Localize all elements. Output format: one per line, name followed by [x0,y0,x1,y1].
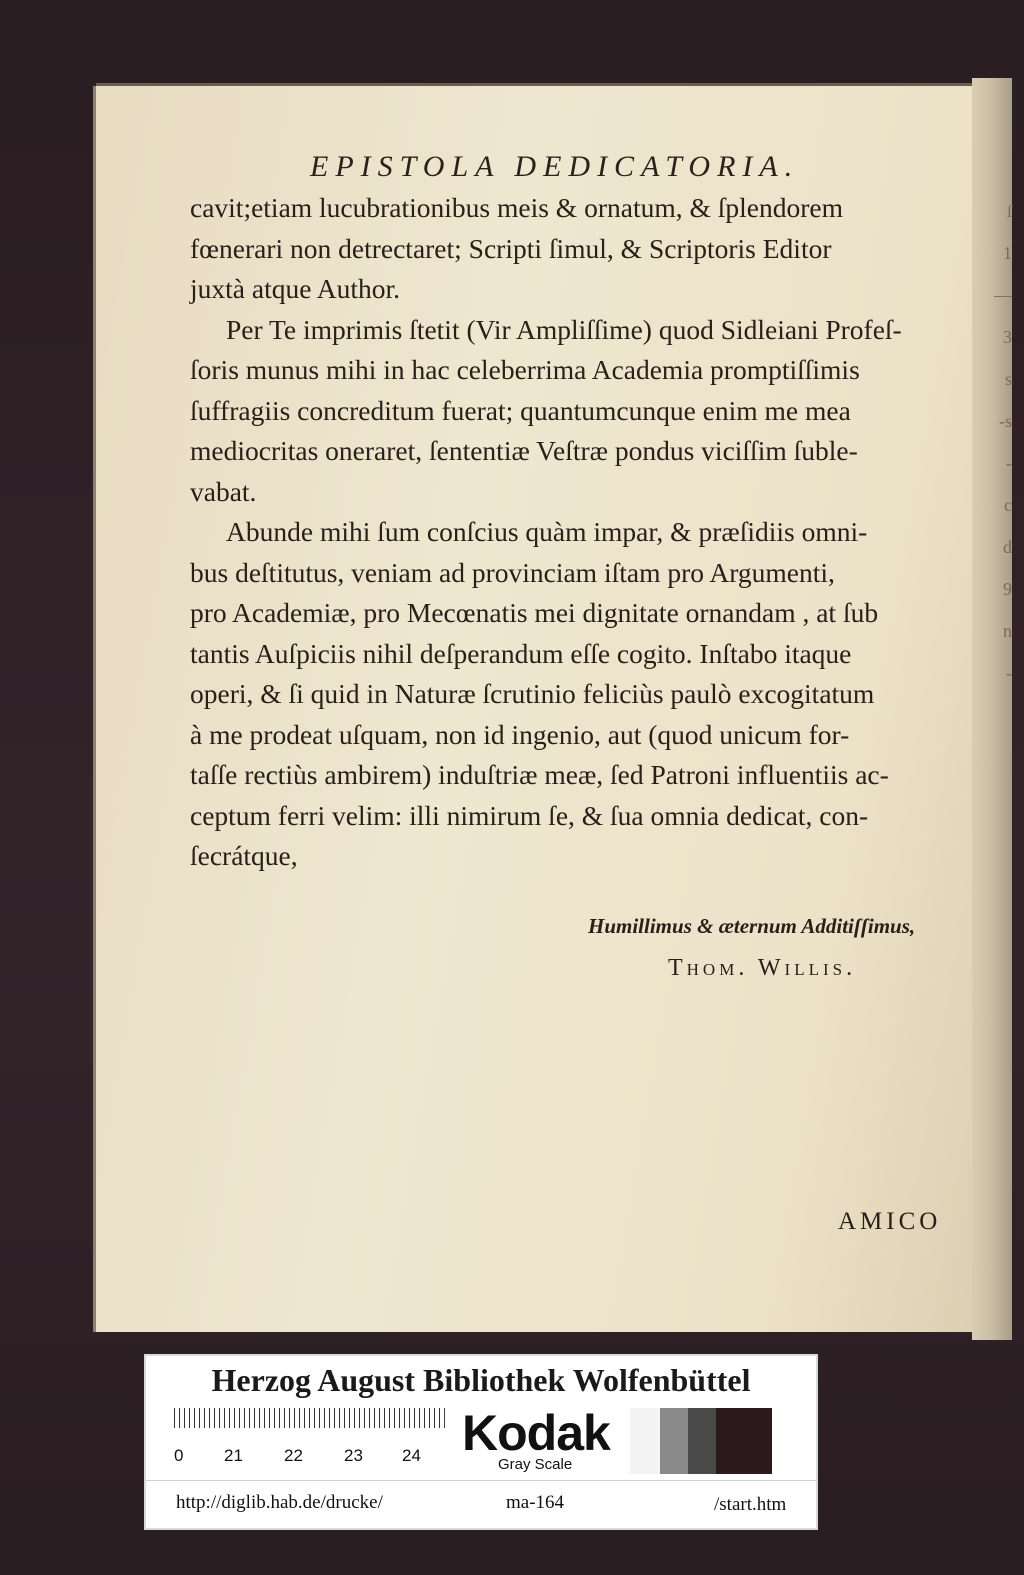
next-page-marks: ſ 1 — 3 s -s - c d 9 n - [994,201,1012,683]
signature-line: Humillimus & æternum Additiſſimus, [588,914,916,938]
gray-scale-label: Gray Scale [498,1456,573,1473]
text-line: ſuffragiis concreditum fuerat; quantumcunque enim me mea [190,394,851,426]
ruler [174,1408,444,1468]
running-head: EPISTOLA DEDICATORIA. [310,150,800,183]
text-line: taſſe rectiùs ambirem) induſtriæ meæ, ſed Patroni influentiis ac- [190,759,889,790]
ruler-number: 0 [174,1446,184,1465]
text-line: pro Academiæ, pro Mecœnatis mei dignitate ornandam , at ſub [190,597,879,628]
text-line: ſecrátque, [190,840,298,871]
text-line: ſoris munus mihi in hac celeberrima Academia promptiſſimis [190,354,860,385]
gray-swatch [660,1408,688,1474]
ruler-number: 24 [402,1446,421,1465]
ruler-number: 23 [344,1446,363,1465]
ruler-number: 22 [284,1446,303,1465]
text-line: Per Te imprimis ſtetit (Vir Ampliſſime) quod Sidleiani Profeſ- [226,313,902,345]
text-line: juxtà atque Author. [190,273,401,304]
gray-swatch [688,1408,716,1474]
gray-swatch [716,1408,772,1474]
url-right: /start.htm [714,1494,787,1515]
text-line: à me prodeat uſquam, non id ingenio, aut (quod unicum for- [190,718,850,750]
dedication-text [190,188,950,877]
text-line: tantis Auſpiciis nihil deſperandum eſſe cogito. Inſtabo itaque [190,637,852,669]
text-line: fœnerari non detrectaret; Scripti ſimul, & Scriptoris Editor [190,232,832,264]
url-left: http://diglib.hab.de/drucke/ [176,1492,383,1513]
text-line: cavit;etiam lucubrationibus meis & ornatum, & ſplendorem [190,192,843,223]
gray-swatch [630,1408,660,1474]
text-line: operi, & ſi quid in Naturæ ſcrutinio feliciùs paulò excogitatum [190,678,875,709]
author-name: Thom. Willis. [668,955,857,981]
ruler-ticks [174,1408,445,1441]
text-line: Abunde mihi ſum conſcius quàm impar, & præſidiis omni- [226,516,868,547]
color-target-card [146,1356,816,1528]
catchword: AMICO [838,1208,942,1235]
text-line: mediocritas oneraret, ſententiæ Veſtræ pondus viciſſim ſuble- [190,435,858,466]
ruler-number: 21 [224,1446,243,1465]
library-name: Herzog August Bibliothek Wolfenbüttel [211,1362,751,1398]
text-line: vabat. [190,475,257,507]
shelfmark-code: ma-164 [506,1492,565,1513]
text-line: ceptum ferri velim: illi nimirum ſe, & ſua omnia dedicat, con- [190,799,869,831]
kodak-logo: Kodak [462,1405,610,1461]
gray-swatches [630,1408,800,1474]
divider [146,1480,816,1481]
text-line: bus deſtitutus, veniam ad provinciam iſtam pro Argumenti, [190,556,835,588]
